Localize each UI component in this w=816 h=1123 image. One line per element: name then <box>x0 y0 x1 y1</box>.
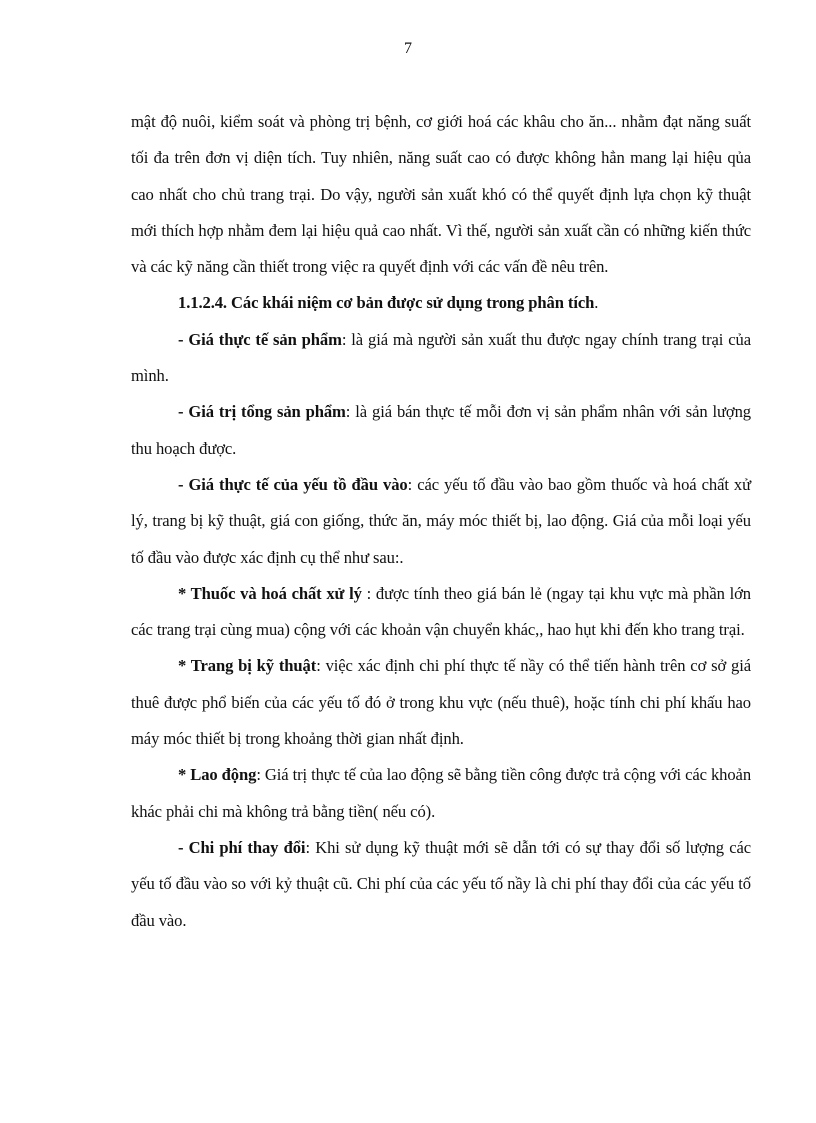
trang-bi-ky-thuat-term: * Trang bị kỹ thuật <box>178 656 317 676</box>
document-body <box>131 104 751 939</box>
gia-yeu-to-dau-vao-paragraph <box>131 467 751 576</box>
thuoc-hoa-chat-text: : được tính theo giá bán lẻ (ngay tại khu vực mà phần lớn các trang trại cùng mua) cộng với các khoản vận chuyển khác,, hao hụt khi đến kho trang trại. <box>131 583 751 640</box>
gia-yeu-to-dau-vao-text: : các yếu tố đầu vào bao gồm thuốc và hoá chất xử lý, trang bị kỹ thuật, giá con giống, thức ăn, máy móc thiết bị, lao động. Giá của mỗi loại yếu tố đầu vào được xác định cụ thể như sau:. <box>131 474 752 567</box>
gia-tri-tong-san-pham-term: - Giá trị tổng sản phẩm <box>178 402 346 422</box>
lao-dong-text: : Giá trị thực tế của lao động sẽ bằng tiền công được trả cộng với các khoản khác phải chi mà không trả bằng tiền( nếu có). <box>131 765 752 821</box>
thuoc-hoa-chat-term: * Thuốc và hoá chất xử lý <box>178 583 362 603</box>
section-heading: 1.1.2.4. Các khái niệm cơ bản được sử dụng trong phân tích <box>178 293 595 313</box>
page-number: 7 <box>404 40 412 57</box>
gia-yeu-to-dau-vao-term: - Giá thực tế của yếu tồ đầu vào <box>178 474 408 494</box>
lao-dong-paragraph <box>131 757 751 830</box>
chi-phi-thay-doi-text: : Khi sử dụng kỹ thuật mới sẽ dẫn tới có sự thay đổi số lượng các yếu tố đầu vào so với kỷ thuật cũ. Chi phí của các yếu tố nầy là chi phí thay đổi của các yếu tố đầu vào. <box>131 837 751 930</box>
gia-thuc-te-san-pham-term: - Giá thực tế sản phẩm <box>178 329 342 349</box>
trang-bi-ky-thuat-paragraph <box>131 648 751 757</box>
intro-paragraph: mật độ nuôi, kiểm soát và phòng trị bệnh, cơ giới hoá các khâu cho ăn... nhằm đạt năng suất tối đa trên đơn vị diện tích. Tuy nhiên, năng suất cao có được không hẳn mang lại hiệu qủa cao nhất cho chủ trang trại. Do vậy, người sản xuất khó có thể quyết định lựa chọn kỹ thuật mới thích hợp nhằm đem lại hiệu quả cao nhất. Vì thế, người sản xuất cần có những kiến thức và các kỹ năng cần thiết trong việc ra quyết định với các vấn đề nêu trên. <box>131 112 751 277</box>
gia-thuc-te-san-pham-text: : là giá mà người sản xuất thu được ngay chính trang trại của mình. <box>131 329 751 386</box>
thuoc-hoa-chat-paragraph <box>131 576 751 649</box>
trang-bi-ky-thuat-text: : việc xác định chi phí thực tế nầy có thể tiến hành trên cơ sở giá thuê được phổ biến của các yếu tố đó ở trong khu vực (nếu thuê), hoặc tính chi phí khấu hao máy móc thiết bị trong khoảng thời gian nhất định. <box>131 656 751 749</box>
gia-tri-tong-san-pham-paragraph <box>131 394 751 467</box>
chi-phi-thay-doi-term: - Chi phí thay đổi <box>178 837 306 857</box>
lao-dong-term: * Lao động <box>178 765 257 785</box>
chi-phi-thay-doi-paragraph <box>131 830 751 939</box>
section-heading-paragraph <box>131 285 751 321</box>
section-heading-end: . <box>594 293 599 313</box>
gia-thuc-te-san-pham-paragraph <box>131 322 751 395</box>
gia-tri-tong-san-pham-text: : là giá bán thực tế mỗi đơn vị sản phẩm nhân với sản lượng thu hoạch được. <box>131 402 751 458</box>
